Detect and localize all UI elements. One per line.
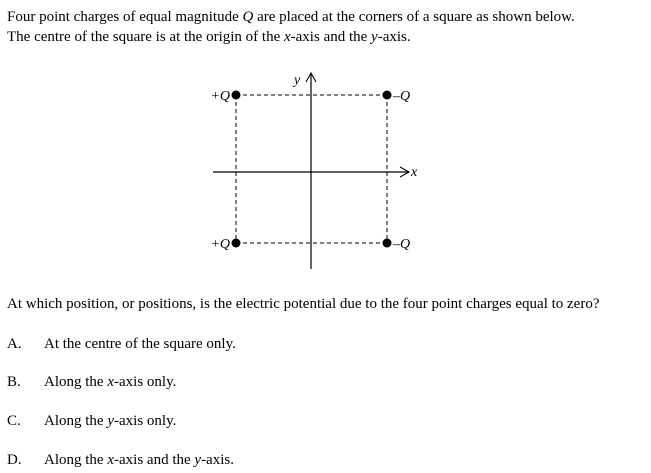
charge-label-bottom-right: –Q <box>393 237 411 252</box>
x-symbol: x <box>283 29 291 45</box>
option-letter: A. <box>7 336 22 352</box>
option-text: Along the <box>44 452 108 468</box>
intro-text: The centre of the square is at the origin of the <box>7 29 284 45</box>
intro-line-1 <box>7 8 575 26</box>
option-text: Along the <box>44 374 108 390</box>
option-text: Along the <box>44 413 108 429</box>
charge-square-diagram <box>195 62 435 282</box>
intro-text: are placed at the corners of a square as shown below. <box>253 9 575 25</box>
intro-text: Four point charges of equal magnitude <box>7 9 243 25</box>
charge-symbol: Q <box>242 9 254 25</box>
x-axis-label: x <box>411 165 418 180</box>
option-text: At the centre of the square only. <box>44 336 236 352</box>
option-d[interactable] <box>7 450 234 470</box>
intro-text: -axis and the <box>290 29 372 45</box>
intro-line-2 <box>7 28 411 46</box>
intro-text: -axis. <box>377 29 411 45</box>
x-symbol: x <box>107 452 114 468</box>
option-b[interactable] <box>7 372 176 392</box>
question-text: At which position, or positions, is the electric potential due to the four point charges equal to zero? <box>7 296 600 312</box>
option-c[interactable] <box>7 411 176 431</box>
option-text: -axis. <box>201 452 234 468</box>
charge-dot-top-left <box>232 91 241 100</box>
option-letter: B. <box>7 374 21 390</box>
y-symbol: y <box>107 413 114 429</box>
y-symbol: y <box>371 29 378 45</box>
charge-label-bottom-left: +Q <box>210 237 230 252</box>
option-text: -axis and the <box>114 452 195 468</box>
option-letter: D. <box>7 452 22 468</box>
charge-dot-bottom-right <box>383 239 392 248</box>
option-text: -axis only. <box>114 413 177 429</box>
y-symbol: y <box>194 452 202 468</box>
charge-label-top-left: +Q <box>210 89 230 104</box>
charge-dot-top-right <box>383 91 392 100</box>
diagram-svg <box>195 62 435 282</box>
x-symbol: x <box>107 374 114 390</box>
charge-dot-bottom-left <box>232 239 241 248</box>
charge-label-top-right: –Q <box>393 89 411 104</box>
option-text: -axis only. <box>114 374 177 390</box>
option-letter: C. <box>7 413 21 429</box>
option-a[interactable] <box>7 334 236 354</box>
y-axis-label: y <box>294 73 301 88</box>
